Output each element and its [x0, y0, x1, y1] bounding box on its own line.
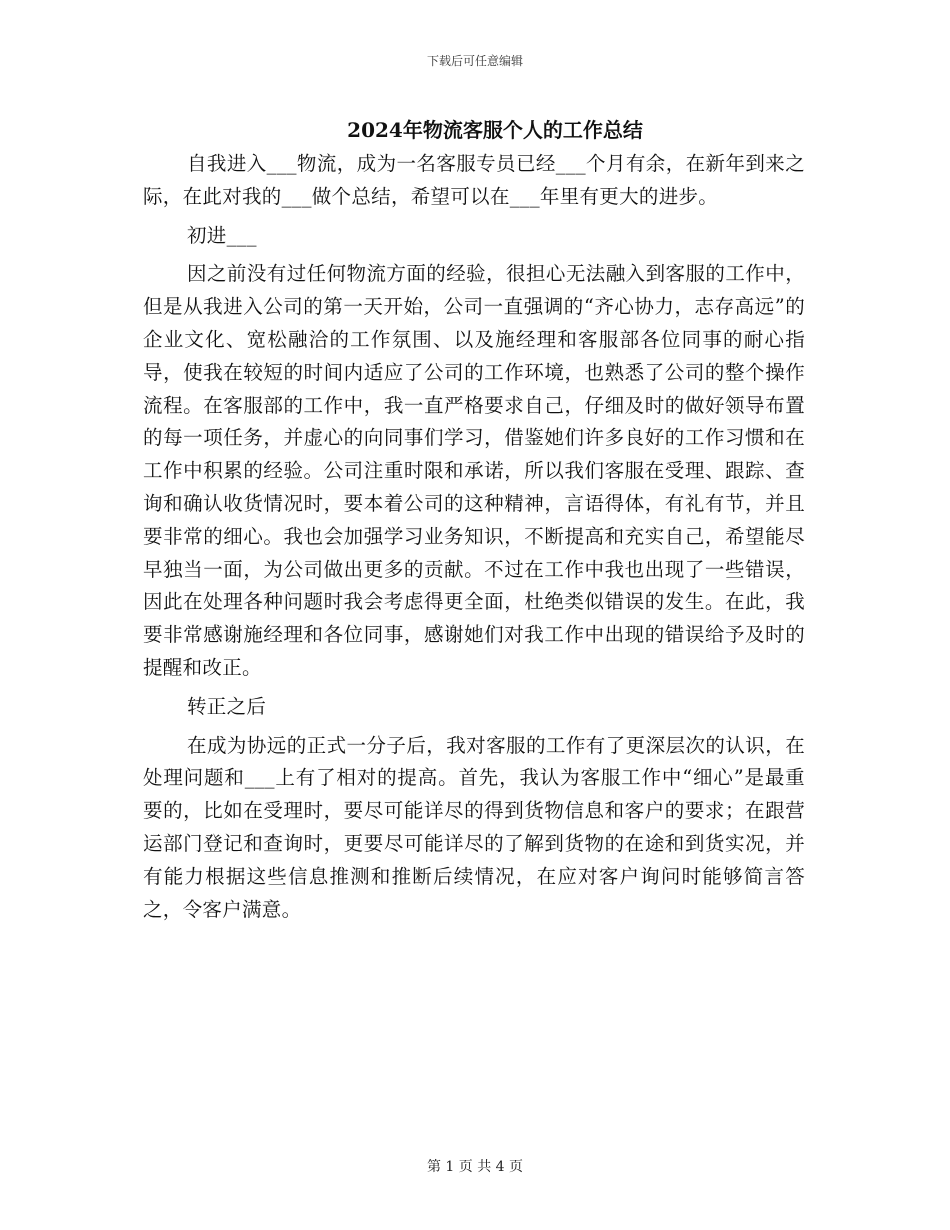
section-heading-after-regular: 转正之后: [187, 694, 267, 718]
paragraph-initial: 因之前没有过任何物流方面的经验，很担心无法融入到客服的工作中，但是从我进入公司的第一天开始，公司一直强调的“齐心协力，志存高远”的企业文化、宽松融洽的工作氛围、以及施经理和客服部各位同事的耐心指导，使我在较短的时间内适应了公司的工作环境，也熟悉了公司的整个操作流程。在客服部的工作中，我一直严格要求自己，仔细及时的做好领导布置的每一项任务，并虚心的向同事们学习，借鉴她们许多良好的工作习惯和在工作中积累的经验。公司注重时限和承诺，所以我们客服在受理、跟踪、查询和确认收货情况时，要本着公司的这种精神，言语得体，有礼有节，并且要非常的细心。我也会加强学习业务知识，不断提高和充实自己，希望能尽早独当一面，为公司做出更多的贡献。不过在工作中我也出现了一些错误，因此在处理各种问题时我会考虑得更全面，杜绝类似错误的发生。在此，我要非常感谢施经理和各位同事，感谢她们对我工作中出现的错误给予及时的提醒和改正。: [143, 262, 805, 679]
document-title: 2024年物流客服个人的工作总结: [347, 118, 643, 142]
header-note: 下载后可任意编辑: [426, 54, 523, 68]
section-heading-initial: 初进___: [187, 223, 257, 247]
paragraph-after-regular: 在成为协远的正式一分子后，我对客服的工作有了更深层次的认识，在处理问题和___上有了相对的提高。首先，我认为客服工作中“细心”是最重要的，比如在受理时，要尽可能详尽的得到货物信息和客户的要求；在跟营运部门登记和查询时，更要尽可能详尽的了解到货物的在途和到货实况，并有能力根据这些信息推测和推断后续情况，在应对客户询问时能够简言答之，令客户满意。: [143, 733, 805, 921]
paragraph-intro: 自我进入___物流，成为一名客服专员已经___个月有余，在新年到来之际，在此对我的___做个总结，希望可以在___年里有更大的进步。: [143, 152, 805, 208]
document-body: [143, 148, 805, 926]
page-footer: 第 1 页 共 4 页: [426, 1159, 524, 1175]
